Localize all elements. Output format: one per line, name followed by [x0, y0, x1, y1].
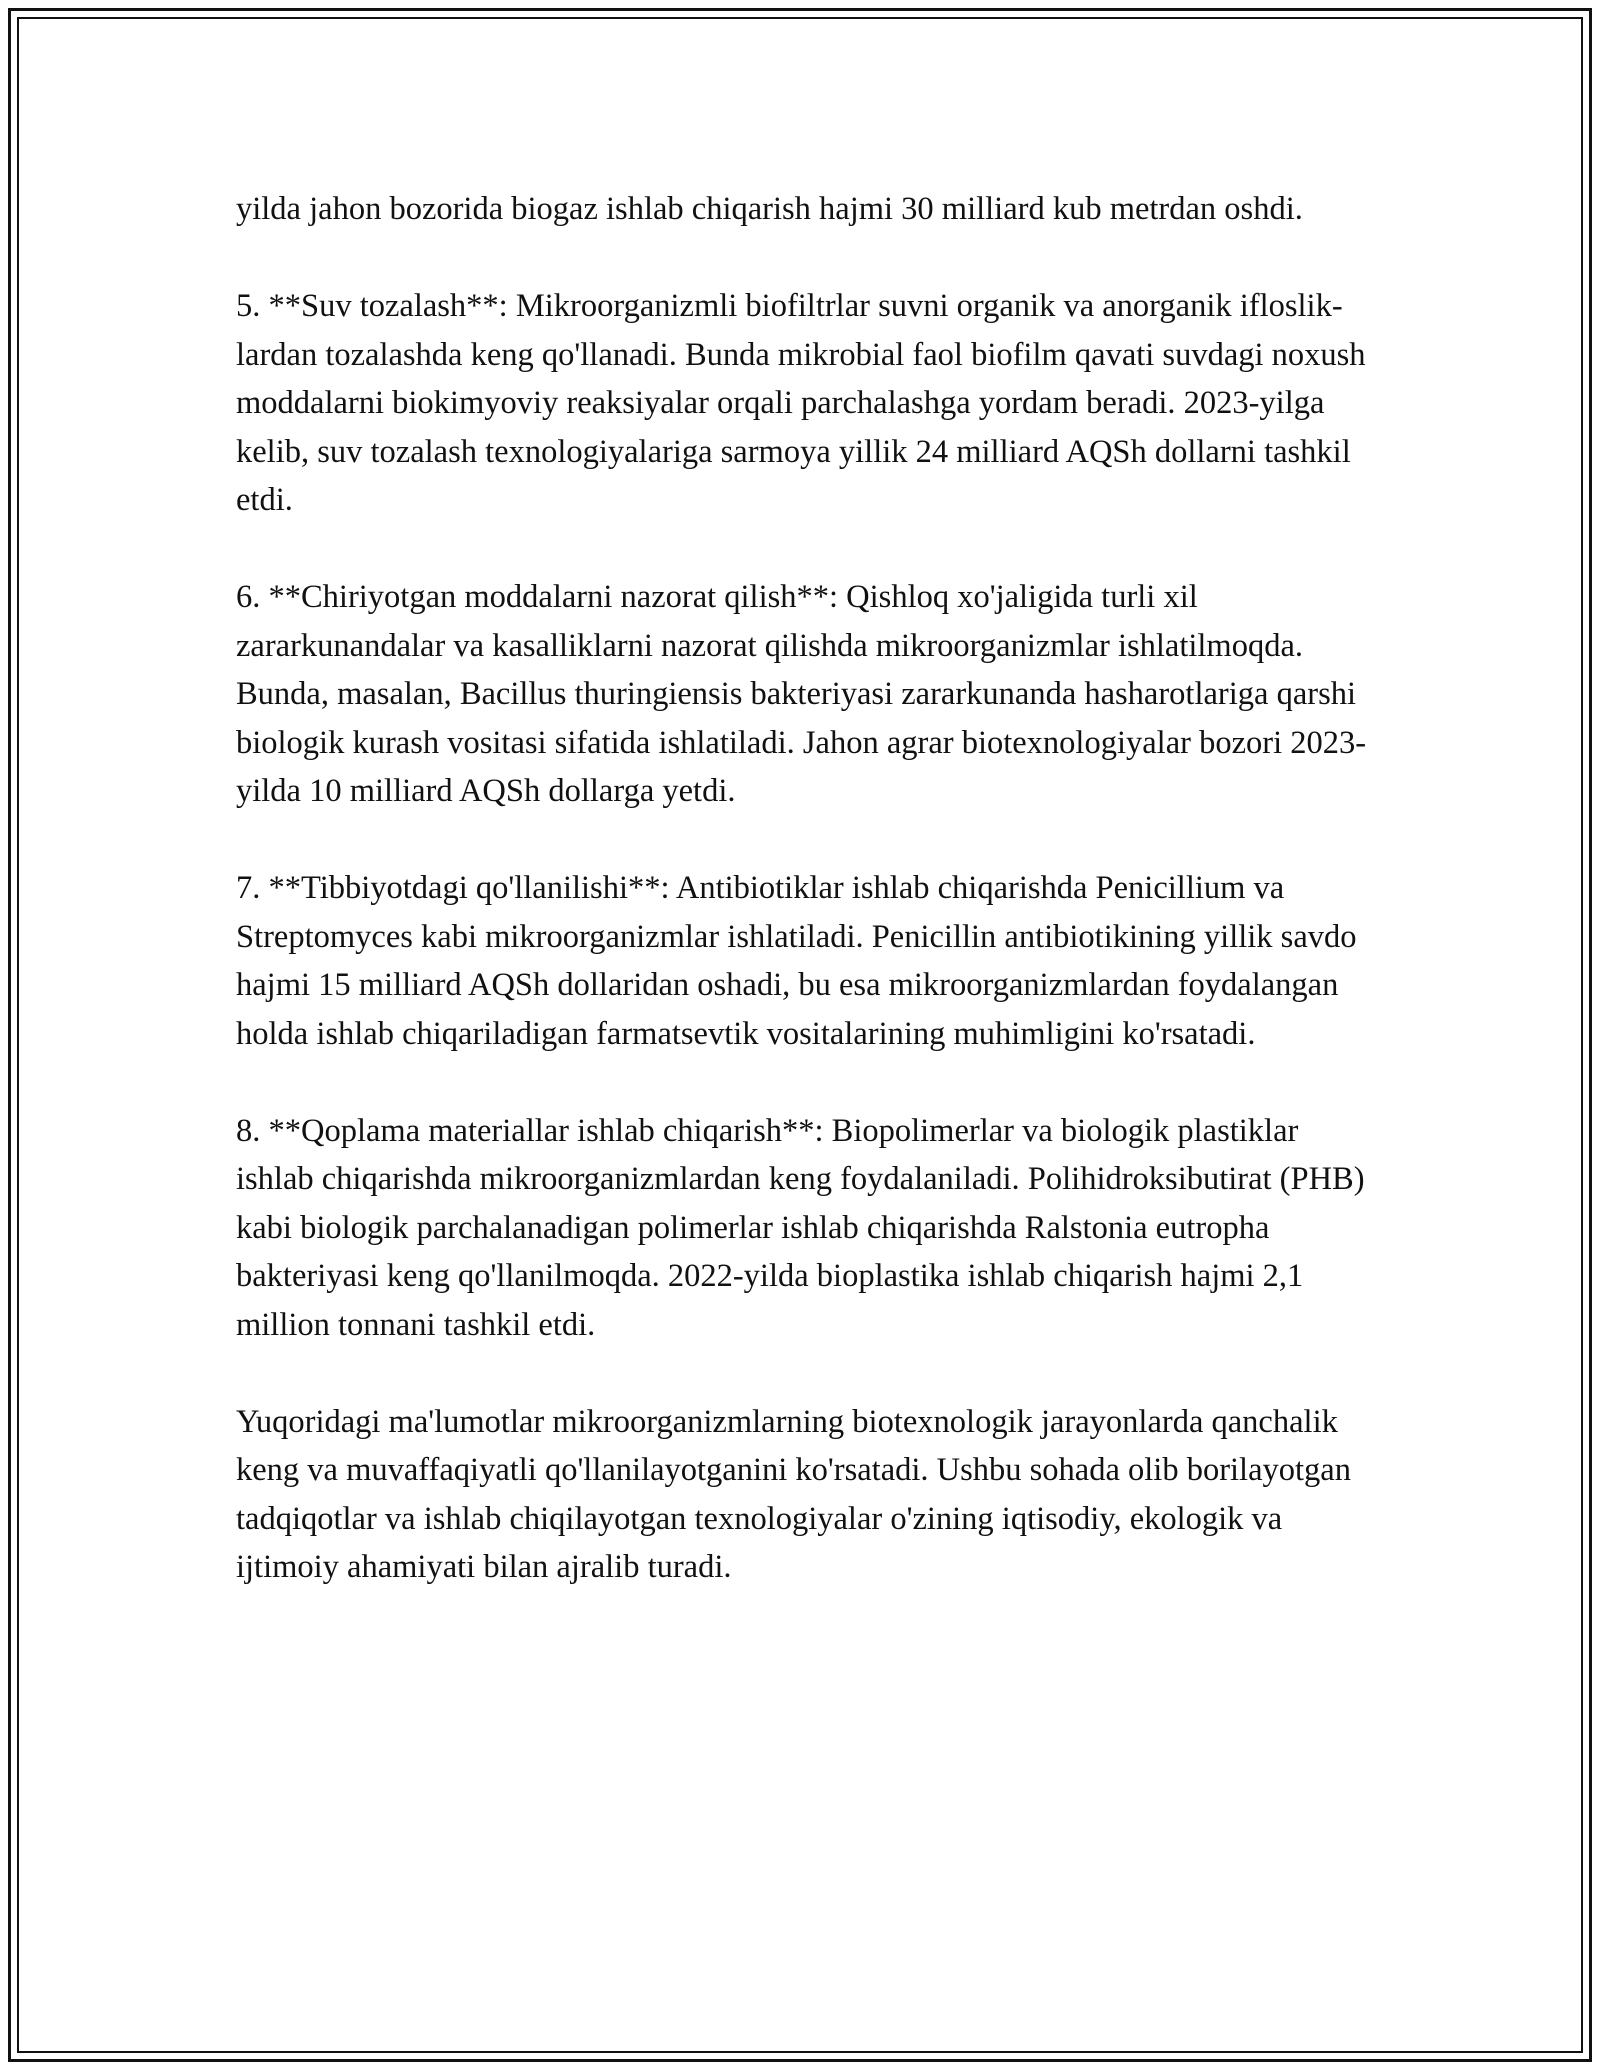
paragraph-conclusion: Yuqoridagi ma'lumotlar mikroorganizmlarning biotexnologik jarayonlarda qanchalik keng va muvaffaqiyatli qo'llanilayotganini ko'rsatadi. Ushbu sohada olib borilayotgan tadqiqotlar va ishlab chiqilayotgan texnologiyalar o'zining iqtisodiy, ekologik va ijtimoiy ahamiyati bilan ajralib turadi. — [236, 1403, 1351, 1585]
paragraph-biogaz-continuation: yilda jahon bozorida biogaz ishlab chiqarish hajmi 30 milliard kub metrdan oshdi. — [236, 191, 1303, 227]
paragraph-suv-tozalash: 5. **Suv tozalash**: Mikroorganizmli biofiltrlar suvni organik va anorganik iflosliklardan tozalashda keng qo'llanadi. Bunda mikrobial faol biofilm qavati suvdagi noxush moddalarni biokimyoviy reaksiyalar orqali parchalashga yordam beradi. 2023-yilga kelib, suv tozalash texnologiyalariga sarmoya yillik 24 milliard AQSh dollarni tashkil etdi. — [236, 288, 1366, 518]
paragraph-chiriyotgan-moddalar: 6. **Chiriyotgan moddalarni nazorat qilish**: Qishloq xo'jaligida turli xil zararkunandalar va kasalliklarni nazorat qilishda mikroorganizmlar ishlatilmoqda. Bunda, masalan, Bacillus thuringiensis bakteriyasi zararkunanda hasharotlariga qarshi biologik kurash vositasi sifatida ishlatiladi. Jahon agrar biotexnologiyalar bozori 2023-yilda 10 milliard AQSh dollarga yetdi. — [236, 579, 1367, 809]
document-body — [236, 185, 1371, 1640]
paragraph-tibbiyot: 7. **Tibbiyotdagi qo'llanilishi**: Antibiotiklar ishlab chiqarishda Penicillium va Streptomyces kabi mikroorganizmlar ishlatiladi. Penicillin antibiotikining yillik savdo hajmi 15 milliard AQSh dollaridan oshadi, bu esa mikroorganizmlardan foydalangan holda ishlab chiqariladigan farmatsevtik vositalarining muhimligini ko'rsatadi. — [236, 870, 1357, 1052]
paragraph-qoplama-materiallar: 8. **Qoplama materiallar ishlab chiqarish**: Biopolimerlar va biologik plastiklar ishlab chiqarishda mikroorganizmlardan keng foydalaniladi. Polihidroksibutirat (PHB) kabi biologik parchalanadigan polimerlar ishlab chiqarishda Ralstonia eutropha bakteriyasi keng qo'llanilmoqda. 2022-yilda bioplastika ishlab chiqarish hajmi 2,1 million tonnani tashkil etdi. — [236, 1112, 1365, 1343]
